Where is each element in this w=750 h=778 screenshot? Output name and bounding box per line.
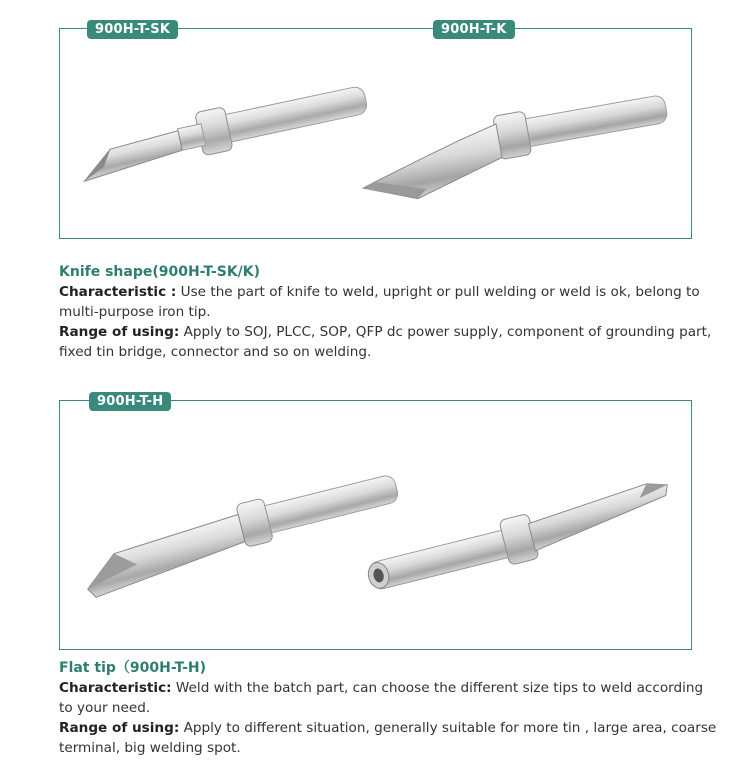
flat-characteristic: [59, 678, 719, 718]
characteristic-label: Characteristic :: [59, 284, 177, 300]
knife-range: [59, 322, 719, 362]
knife-tip-k-image: [350, 85, 680, 200]
range-text: Apply to different situation, generally suitable for more tin , large area, coarse terminal, big welding spot.: [59, 720, 717, 756]
knife-shape-heading: Knife shape(900H-T-SK/K): [59, 264, 261, 280]
flat-tip-section: [59, 658, 719, 758]
range-label: Range of using:: [59, 720, 180, 736]
flat-tip-image-right: [355, 470, 685, 600]
model-tag-900h-t-k: 900H-T-K: [433, 20, 515, 39]
characteristic-text: Use the part of knife to weld, upright or pull welding or weld is ok, belong to multi-purpose iron tip.: [59, 284, 700, 320]
range-text: Apply to SOJ, PLCC, SOP, QFP dc power supply, component of grounding part, fixed tin bridge, connector and so on welding.: [59, 324, 712, 360]
knife-tip-sk-image: [70, 80, 390, 190]
flat-tip-heading: Flat tip（900H-T-H): [59, 660, 206, 676]
knife-characteristic: [59, 282, 719, 322]
knife-shape-section: [59, 262, 719, 362]
range-label: Range of using:: [59, 324, 180, 340]
characteristic-label: Characteristic:: [59, 680, 172, 696]
flat-range: [59, 718, 719, 758]
model-tag-900h-t-sk: 900H-T-SK: [87, 20, 178, 39]
model-tag-900h-t-h: 900H-T-H: [89, 392, 171, 411]
characteristic-text: Weld with the batch part, can choose the different size tips to weld according to your need.: [59, 680, 704, 716]
